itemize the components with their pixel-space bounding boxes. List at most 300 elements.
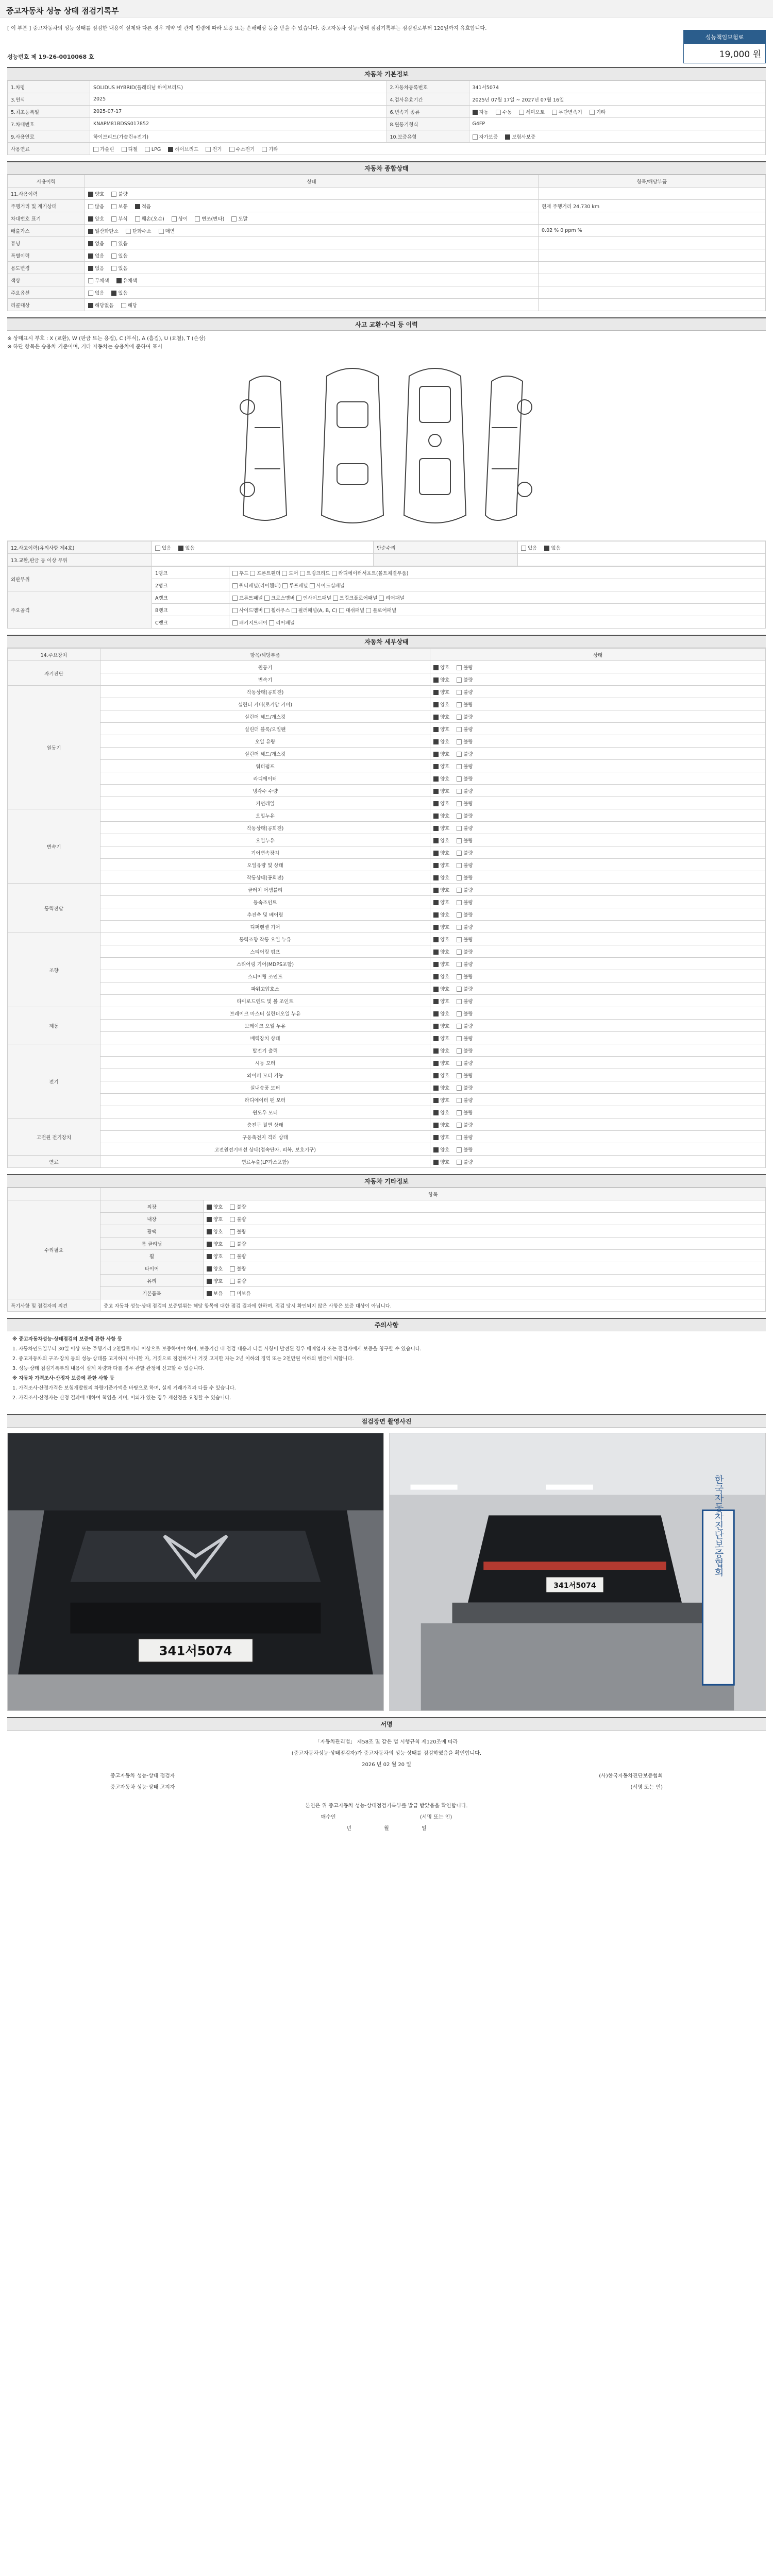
overall-option-label: 불량: [118, 191, 128, 197]
detail-option-label: 불량: [463, 1011, 473, 1017]
checkbox[interactable]: [433, 1098, 439, 1103]
overall-options: [85, 286, 539, 299]
detail-option-label: 불량: [463, 937, 473, 943]
checkbox[interactable]: [206, 147, 211, 152]
checkbox[interactable]: [457, 875, 462, 880]
checkbox[interactable]: [135, 216, 140, 222]
sign-date: 2026 년 02 월 20 일: [362, 1762, 411, 1768]
basic-label: 6.변속기 종류: [386, 106, 469, 118]
detail-item: 기어변속장치: [100, 846, 430, 859]
overall-extra: [539, 237, 766, 249]
detail-row: [8, 698, 766, 710]
detail-option-label: 양호: [440, 1134, 450, 1141]
checkbox[interactable]: [121, 303, 126, 308]
checkbox[interactable]: [145, 147, 150, 152]
checkbox[interactable]: [230, 1291, 235, 1296]
checkbox[interactable]: [457, 987, 462, 992]
detail-option: [457, 999, 473, 1005]
checkbox[interactable]: [88, 291, 93, 296]
basic-label: 7.차대번호: [8, 118, 90, 130]
overall-option: [172, 216, 188, 222]
checkbox[interactable]: [178, 546, 183, 551]
checkbox[interactable]: [159, 229, 164, 234]
checkbox[interactable]: [135, 204, 140, 209]
checkbox[interactable]: [207, 1205, 212, 1210]
detail-status: [430, 797, 766, 809]
detail-option: [457, 1036, 473, 1042]
detail-row: [8, 1032, 766, 1044]
detail-item: 충전구 절연 상태: [100, 1118, 430, 1131]
checkbox[interactable]: [433, 715, 439, 720]
checkbox[interactable]: [88, 253, 93, 259]
basic-label: 2.자동차등록번호: [386, 81, 469, 93]
detail-option: [457, 974, 473, 980]
sign-receiver-sign: (서명 또는 인): [419, 1815, 452, 1820]
checkbox[interactable]: [552, 110, 557, 115]
checkbox[interactable]: [457, 1061, 462, 1066]
checkbox[interactable]: [207, 1217, 212, 1222]
checkbox[interactable]: [457, 851, 462, 856]
checkbox[interactable]: [126, 229, 131, 234]
detail-status: [430, 748, 766, 760]
detail-option: [457, 677, 473, 683]
detail-row: [8, 884, 766, 896]
detail-status: [430, 859, 766, 871]
other-row: [8, 1287, 766, 1299]
rear-photo: [389, 1433, 766, 1711]
checkbox[interactable]: [457, 1048, 462, 1054]
checkbox[interactable]: [433, 1036, 439, 1041]
checkbox[interactable]: [457, 801, 462, 806]
checkbox[interactable]: [457, 1011, 462, 1016]
checkbox[interactable]: [457, 1036, 462, 1041]
checkbox[interactable]: [262, 147, 267, 152]
checkbox[interactable]: [207, 1291, 212, 1296]
checkbox[interactable]: [207, 1279, 212, 1284]
checkbox[interactable]: [473, 110, 478, 115]
overall-option: [135, 216, 164, 222]
detail-option: [433, 1098, 449, 1104]
accident2-option: [521, 546, 537, 551]
checkbox[interactable]: [473, 134, 478, 140]
detail-head-device: 14.주요장치: [8, 649, 100, 661]
detail-item: 변속기: [100, 673, 430, 686]
accident-options-2: [518, 554, 766, 566]
overall-option-label: 상이: [178, 216, 188, 222]
checkbox[interactable]: [433, 1135, 439, 1140]
detail-group: 동력전달: [8, 884, 100, 933]
checkbox[interactable]: [433, 752, 439, 757]
report-page: [7, 25, 766, 1841]
checkbox[interactable]: [433, 1086, 439, 1091]
checkbox[interactable]: [207, 1254, 212, 1259]
checkbox[interactable]: [457, 863, 462, 868]
detail-row: [8, 661, 766, 673]
checkbox[interactable]: [457, 690, 462, 695]
checkbox[interactable]: [88, 278, 93, 283]
detail-status: [430, 1007, 766, 1020]
detail-option: [433, 665, 449, 671]
detail-row: [8, 785, 766, 797]
detail-item: 윈도우 모터: [100, 1106, 430, 1118]
checkbox[interactable]: [433, 789, 439, 794]
basic-row: [8, 81, 766, 93]
accident-option-label: 없음: [185, 545, 195, 551]
detail-option-label: 양호: [440, 788, 450, 794]
section-sign-title: 서명: [7, 1717, 766, 1731]
overall-option-label: 있음: [118, 253, 128, 259]
checkbox[interactable]: [457, 752, 462, 757]
basic-value: SOLIDUS HYBRID(플래티넘 하이브리드): [90, 81, 387, 93]
accident-option: [178, 546, 194, 551]
other-option-label: 불량: [237, 1204, 246, 1210]
checkbox[interactable]: [457, 900, 462, 905]
checkbox[interactable]: [457, 776, 462, 782]
checkbox[interactable]: [433, 801, 439, 806]
caution-line: 3. 성능·상태 점검기록부의 내용이 실제 차량과 다를 경우 관할 관청에 신고할 수 있습니다.: [12, 1366, 205, 1371]
detail-row: [8, 1057, 766, 1069]
detail-option-label: 양호: [440, 1122, 450, 1128]
checkbox[interactable]: [457, 912, 462, 918]
price-value: 19,000 원: [719, 49, 761, 60]
checkbox[interactable]: [433, 999, 439, 1004]
checkbox[interactable]: [457, 1135, 462, 1140]
checkbox[interactable]: [433, 875, 439, 880]
checkbox[interactable]: [544, 546, 549, 551]
other-options: [204, 1275, 766, 1287]
detail-status-table: [7, 648, 766, 1168]
overall-option: [88, 204, 104, 210]
checkbox[interactable]: [457, 826, 462, 831]
detail-option: [433, 1036, 449, 1042]
other-options: [204, 1200, 766, 1213]
checkbox[interactable]: [433, 900, 439, 905]
accident-table: [7, 541, 766, 566]
detail-item: 스티어링 조인트: [100, 970, 430, 982]
detail-status: [430, 785, 766, 797]
checkbox[interactable]: [457, 925, 462, 930]
checkbox[interactable]: [496, 110, 501, 115]
checkbox[interactable]: [155, 546, 160, 551]
overall-option: [88, 303, 114, 309]
checkbox[interactable]: [116, 278, 122, 283]
detail-group: 고전원 전기장치: [8, 1118, 100, 1156]
detail-status: [430, 982, 766, 995]
detail-status: [430, 933, 766, 945]
checkbox[interactable]: [457, 764, 462, 769]
checkbox[interactable]: [433, 764, 439, 769]
detail-option: [433, 912, 449, 918]
section-cautions-title: 주의사항: [7, 1318, 766, 1331]
checkbox[interactable]: [457, 789, 462, 794]
checkbox[interactable]: [457, 1073, 462, 1078]
checkbox[interactable]: [111, 266, 116, 271]
cautions-text: [7, 1331, 766, 1408]
detail-option: [433, 752, 449, 757]
checkbox[interactable]: [457, 999, 462, 1004]
checkbox[interactable]: [433, 814, 439, 819]
checkbox[interactable]: [433, 1160, 439, 1165]
detail-row: [8, 970, 766, 982]
checkbox[interactable]: [207, 1242, 212, 1247]
checkbox[interactable]: [433, 1073, 439, 1078]
checkbox[interactable]: [230, 1279, 235, 1284]
checkbox[interactable]: [207, 1229, 212, 1234]
checkbox[interactable]: [229, 147, 234, 152]
checkbox[interactable]: [433, 739, 439, 744]
checkbox[interactable]: [457, 888, 462, 893]
checkbox[interactable]: [207, 1266, 212, 1272]
detail-head-status: 상태: [430, 649, 766, 661]
fuel-option: [168, 147, 198, 152]
overall-option: [111, 291, 127, 296]
basic-row: [8, 106, 766, 118]
detail-item: 브레이크 오일 누유: [100, 1020, 430, 1032]
other-info-table: [7, 1188, 766, 1312]
sign-confirm: 본인은 위 중고자동차 성능·상태점검기록부를 발급 받았음을 확인합니다.: [305, 1803, 468, 1809]
sign-right-2: (서명 또는 인): [630, 1785, 663, 1790]
detail-item: 커먼레일: [100, 797, 430, 809]
detail-row: [8, 673, 766, 686]
checkbox[interactable]: [457, 1086, 462, 1091]
other-option-label: 양호: [213, 1241, 223, 1247]
caution-line: 2. 중고자동차의 구조·장치 등의 성능·상태를 고지하지 아니한 자, 거짓으로 점검하거나 거짓 고지한 자는 2년 이하의 징역 또는 2천만원 이하의 벌금에 처합니다.: [12, 1356, 354, 1362]
detail-item: 배력장치 상태: [100, 1032, 430, 1044]
detail-row: [8, 723, 766, 735]
checkbox[interactable]: [230, 1266, 235, 1272]
checkbox[interactable]: [230, 1254, 235, 1259]
detail-option: [433, 1123, 449, 1128]
checkbox[interactable]: [433, 1048, 439, 1054]
detail-option-label: 양호: [440, 937, 450, 943]
checkbox[interactable]: [457, 1147, 462, 1153]
warranty-option: [473, 134, 498, 140]
checkbox[interactable]: [433, 1147, 439, 1153]
checkbox[interactable]: [168, 147, 173, 152]
checkbox[interactable]: [457, 1123, 462, 1128]
checkbox[interactable]: [433, 1024, 439, 1029]
checkbox[interactable]: [433, 974, 439, 979]
checkbox[interactable]: [457, 715, 462, 720]
detail-row: [8, 1156, 766, 1168]
detail-option-label: 양호: [440, 961, 450, 968]
overall-extra: [539, 299, 766, 311]
detail-item: 클러치 어셈블리: [100, 884, 430, 896]
basic-value: 341서5074: [469, 81, 766, 93]
overall-label: 11.사용이력: [8, 188, 85, 200]
overall-label: 주요옵션: [8, 286, 85, 299]
checkbox[interactable]: [230, 1242, 235, 1247]
detail-item: 오일 유량: [100, 735, 430, 748]
detail-option-label: 양호: [440, 825, 450, 832]
detail-option-label: 양호: [440, 986, 450, 992]
checkbox[interactable]: [433, 1061, 439, 1066]
detail-option: [457, 739, 473, 745]
detail-option: [433, 677, 449, 683]
overall-option: [231, 216, 247, 222]
checkbox[interactable]: [122, 147, 127, 152]
fuel-row: [8, 143, 766, 155]
checkbox[interactable]: [433, 1123, 439, 1128]
checkbox[interactable]: [111, 241, 116, 246]
checkbox[interactable]: [457, 727, 462, 732]
checkbox[interactable]: [111, 216, 116, 222]
checkbox[interactable]: [230, 1229, 235, 1234]
detail-status: [430, 995, 766, 1007]
checkbox[interactable]: [433, 665, 439, 670]
detail-option: [433, 1147, 449, 1153]
checkbox[interactable]: [88, 192, 93, 197]
detail-row: [8, 1094, 766, 1106]
rear-plate-text: 341서5074: [553, 1581, 596, 1590]
sign-receiver-label: 매수인: [321, 1815, 336, 1820]
overall-options: [85, 237, 539, 249]
overall-option-label: 있음: [118, 290, 128, 296]
checkbox[interactable]: [88, 216, 93, 222]
checkbox[interactable]: [93, 147, 98, 152]
detail-row: [8, 748, 766, 760]
checkbox[interactable]: [433, 912, 439, 918]
overall-label: 튜닝: [8, 237, 85, 249]
checkbox[interactable]: [433, 925, 439, 930]
checkbox[interactable]: [457, 838, 462, 843]
checkbox[interactable]: [521, 546, 526, 551]
overall-row: [8, 286, 766, 299]
checkbox[interactable]: [433, 690, 439, 695]
accident2-option-label: 있음: [528, 545, 537, 551]
transmission-option-label: 무단변속기: [558, 109, 582, 115]
checkbox[interactable]: [457, 1024, 462, 1029]
checkbox[interactable]: [457, 962, 462, 967]
checkbox[interactable]: [172, 216, 177, 222]
detail-row: [8, 686, 766, 698]
overall-row: [8, 225, 766, 237]
checkbox[interactable]: [88, 266, 93, 271]
fuel-option-label: 수소전기: [236, 146, 255, 152]
checkbox[interactable]: [111, 192, 116, 197]
detail-option: [433, 851, 449, 856]
detail-status: [430, 1044, 766, 1057]
detail-option-label: 양호: [440, 924, 450, 930]
checkbox[interactable]: [230, 1217, 235, 1222]
detail-option: [433, 1086, 449, 1091]
rear-photo-svg: [390, 1433, 765, 1710]
checkbox[interactable]: [457, 739, 462, 744]
checkbox[interactable]: [433, 962, 439, 967]
checkbox[interactable]: [433, 677, 439, 683]
checkbox[interactable]: [111, 204, 116, 209]
accident-legend-line-2: ※ 하단 항목은 승용차 기준이며, 기타 자동차는 승용차에 준하여 표시: [7, 344, 162, 350]
checkbox[interactable]: [457, 814, 462, 819]
checkbox[interactable]: [433, 937, 439, 942]
checkbox[interactable]: [433, 851, 439, 856]
special-text: 중고 자동차 성능·상태 점검의 보증범위는 해당 항목에 대한 점검 결과에 한하며, 점검 당시 확인되지 않은 사항은 보증 대상이 아닙니다.: [100, 1299, 766, 1312]
detail-option-label: 양호: [440, 887, 450, 893]
checkbox[interactable]: [433, 950, 439, 955]
checkbox[interactable]: [457, 665, 462, 670]
checkbox[interactable]: [433, 888, 439, 893]
overall-head-usage: 사용이력: [8, 175, 85, 188]
checkbox[interactable]: [457, 974, 462, 979]
checkbox[interactable]: [433, 838, 439, 843]
section-overall-title: 자동차 종합상태: [7, 161, 766, 175]
checkbox[interactable]: [230, 1205, 235, 1210]
checkbox[interactable]: [433, 826, 439, 831]
detail-item: 스티어링 펌프: [100, 945, 430, 958]
detail-item: 파워고압호스: [100, 982, 430, 995]
checkbox[interactable]: [433, 1110, 439, 1115]
checkbox[interactable]: [457, 950, 462, 955]
checkbox[interactable]: [88, 303, 93, 308]
checkbox[interactable]: [457, 1098, 462, 1103]
detail-option-label: 불량: [463, 714, 473, 720]
checkbox[interactable]: [88, 241, 93, 246]
detail-option: [457, 801, 473, 807]
checkbox[interactable]: [433, 987, 439, 992]
checkbox[interactable]: [457, 677, 462, 683]
detail-option-label: 불량: [463, 1097, 473, 1104]
detail-group: 변속기: [8, 809, 100, 884]
section-other-title: 자동차 기타정보: [7, 1174, 766, 1188]
overall-option: [88, 266, 104, 272]
checkbox[interactable]: [195, 216, 200, 222]
detail-option-label: 불량: [463, 1073, 473, 1079]
checkbox[interactable]: [505, 134, 510, 140]
checkbox[interactable]: [231, 216, 237, 222]
detail-row: [8, 1044, 766, 1057]
checkbox[interactable]: [519, 110, 524, 115]
overall-option-label: 양호: [95, 216, 105, 222]
checkbox[interactable]: [457, 1160, 462, 1165]
checkbox[interactable]: [433, 1011, 439, 1016]
overall-extra: [539, 286, 766, 299]
detail-option: [433, 974, 449, 980]
other-option-label: 불량: [237, 1253, 246, 1260]
overall-option-label: 부식: [118, 216, 128, 222]
detail-option: [433, 838, 449, 844]
section-photos-title: 점검장면 촬영사진: [7, 1414, 766, 1428]
overall-option-label: 해당없음: [95, 302, 114, 309]
car-body-diagram: [7, 355, 766, 541]
detail-head-item: 항목/해당부품: [100, 649, 430, 661]
detail-option: [433, 702, 449, 708]
detail-option-label: 불량: [463, 1110, 473, 1116]
checkbox[interactable]: [457, 702, 462, 707]
checkbox[interactable]: [433, 863, 439, 868]
other-option: [207, 1279, 223, 1284]
detail-option-label: 불량: [463, 949, 473, 955]
checkbox[interactable]: [433, 702, 439, 707]
other-options: [204, 1287, 766, 1299]
overall-row: [8, 237, 766, 249]
detail-item: 라디에이터: [100, 772, 430, 785]
detail-option-label: 양호: [440, 1159, 450, 1165]
checkbox[interactable]: [111, 253, 116, 259]
checkbox[interactable]: [88, 204, 93, 209]
checkbox[interactable]: [433, 727, 439, 732]
detail-row: [8, 945, 766, 958]
checkbox[interactable]: [457, 1110, 462, 1115]
warranty-option-label: 보험사보증: [512, 134, 536, 140]
checkbox[interactable]: [111, 291, 116, 296]
checkbox[interactable]: [590, 110, 595, 115]
checkbox[interactable]: [457, 937, 462, 942]
checkbox[interactable]: [433, 776, 439, 782]
detail-option-label: 양호: [440, 912, 450, 918]
checkbox[interactable]: [88, 229, 93, 234]
other-option: [230, 1266, 246, 1272]
detail-status: [430, 1131, 766, 1143]
